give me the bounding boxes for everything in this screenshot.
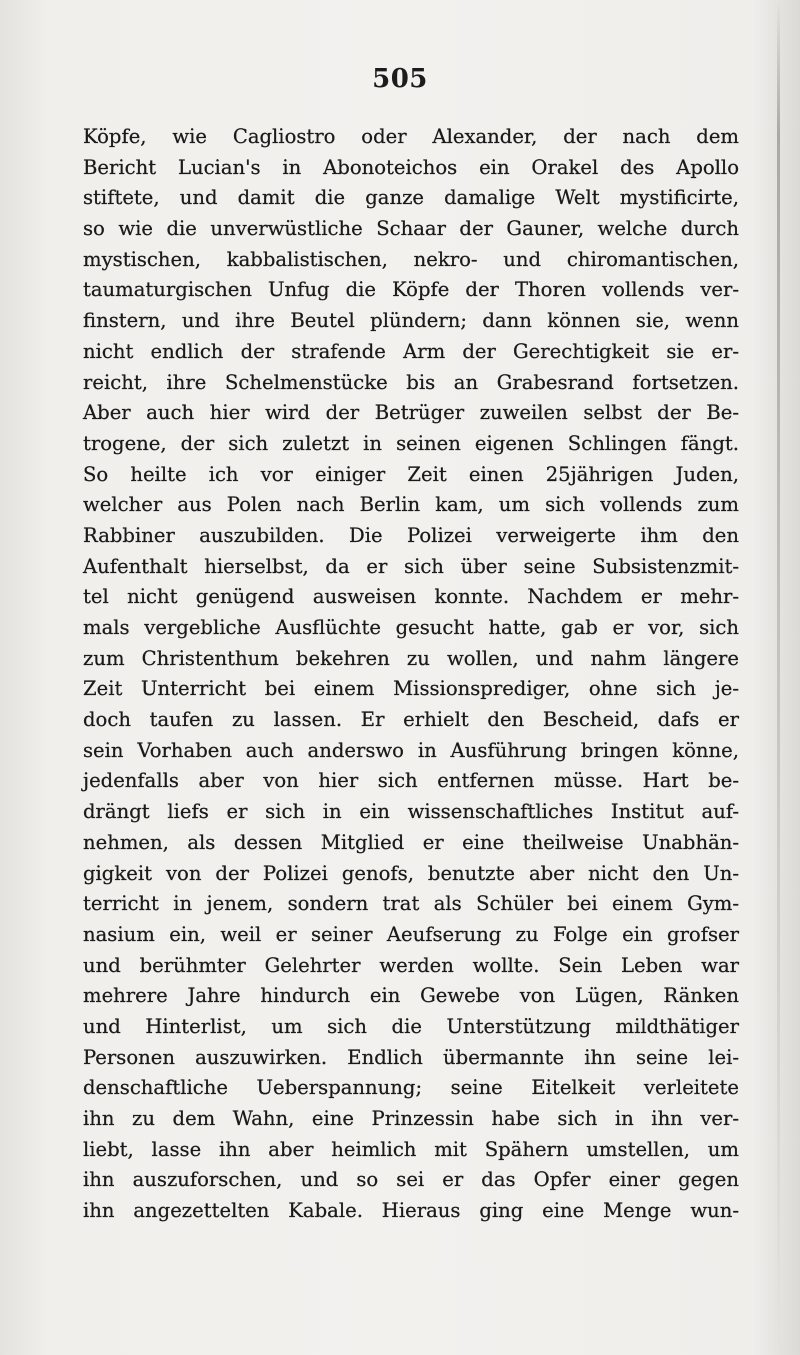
text-line: mystischen, kabbalistischen, nekro- und chiromantischen, — [83, 247, 739, 271]
text-line: Rabbiner auszubilden. Die Polizei verweigerte ihm den — [83, 523, 739, 547]
text-line: Aber auch hier wird der Betrüger zuweilen selbst der Be- — [83, 401, 739, 425]
text-line: tel nicht genügend ausweisen konnte. Nachdem er mehr- — [83, 585, 739, 609]
text-line: zum Christenthum bekehren zu wollen, und nahm längere — [83, 646, 739, 670]
text-line: Bericht Lucian's in Abonoteichos ein Orakel des Apollo — [83, 155, 739, 179]
text-line: und Hinterlist, um sich die Unterstützung mildthätiger — [83, 1014, 739, 1038]
text-line: So heilte ich vor einiger Zeit einen 25jährigen Juden, — [83, 462, 739, 486]
text-line: sein Vorhaben auch anderswo in Ausführung bringen könne, — [83, 738, 739, 762]
text-line: ihn angezettelten Kabale. Hieraus ging eine Menge wun- — [83, 1199, 739, 1223]
text-line: gigkeit von der Polizei genofs, benutzte aber nicht den Un- — [83, 861, 739, 885]
page-edge-shadow — [777, 0, 780, 1355]
text-line: mehrere Jahre hindurch ein Gewebe von Lügen, Ränken — [83, 984, 739, 1008]
text-line: ihn zu dem Wahn, eine Prinzessin habe sich in ihn ver- — [83, 1107, 739, 1130]
text-line: liebt, lasse ihn aber heimlich mit Spähern umstellen, um — [83, 1137, 739, 1161]
page-number: 505 — [372, 64, 428, 94]
text-line: reicht, ihre Schelmenstücke bis an Grabesrand fortsetzen. — [83, 370, 739, 394]
text-line: nehmen, als dessen Mitglied er eine theilweise Unabhän- — [83, 830, 739, 854]
text-line: trogene, der sich zuletzt in seinen eigenen Schlingen fängt. — [83, 431, 739, 455]
body-text — [83, 122, 739, 1227]
text-line: und berühmter Gelehrter werden wollte. Sein Leben war — [83, 953, 739, 977]
text-line: nasium ein, weil er seiner Aeufserung zu Folge ein grofser — [83, 922, 739, 946]
text-line: Köpfe, wie Cagliostro oder Alexander, der nach dem — [83, 125, 739, 148]
text-line: so wie die unverwüstliche Schaar der Gauner, welche durch — [83, 217, 739, 241]
text-line: jedenfalls aber von hier sich entfernen müsse. Hart be- — [83, 769, 739, 793]
text-line: doch taufen zu lassen. Er erhielt den Bescheid, dafs er — [83, 708, 739, 732]
text-line: taumaturgischen Unfug die Köpfe der Thoren vollends ver- — [83, 278, 739, 302]
text-line: terricht in jenem, sondern trat als Schüler bei einem Gym- — [83, 892, 739, 916]
text-line: mals vergebliche Ausflüchte gesucht hatte, gab er vor, sich — [83, 616, 739, 639]
text-line: ihn auszuforschen, und so sei er das Opfer einer gegen — [83, 1168, 739, 1192]
text-line: Aufenthalt hierselbst, da er sich über seine Subsistenzmit- — [83, 554, 739, 578]
text-line: finstern, und ihre Beutel plündern; dann können sie, wenn — [83, 309, 739, 333]
text-line: nicht endlich der strafende Arm der Gerechtigkeit sie er- — [83, 339, 739, 363]
text-line: denschaftliche Ueberspannung; seine Eitelkeit verleitete — [83, 1076, 739, 1100]
text-line: stiftete, und damit die ganze damalige Welt mystificirte, — [83, 186, 739, 210]
text-line: Zeit Unterricht bei einem Missionsprediger, ohne sich je- — [83, 677, 739, 701]
text-line: welcher aus Polen nach Berlin kam, um sich vollends zum — [83, 493, 739, 517]
text-line: drängt liefs er sich in ein wissenschaftliches Institut auf- — [83, 800, 739, 824]
text-line: Personen auszuwirken. Endlich übermannte ihn seine lei- — [83, 1045, 739, 1069]
